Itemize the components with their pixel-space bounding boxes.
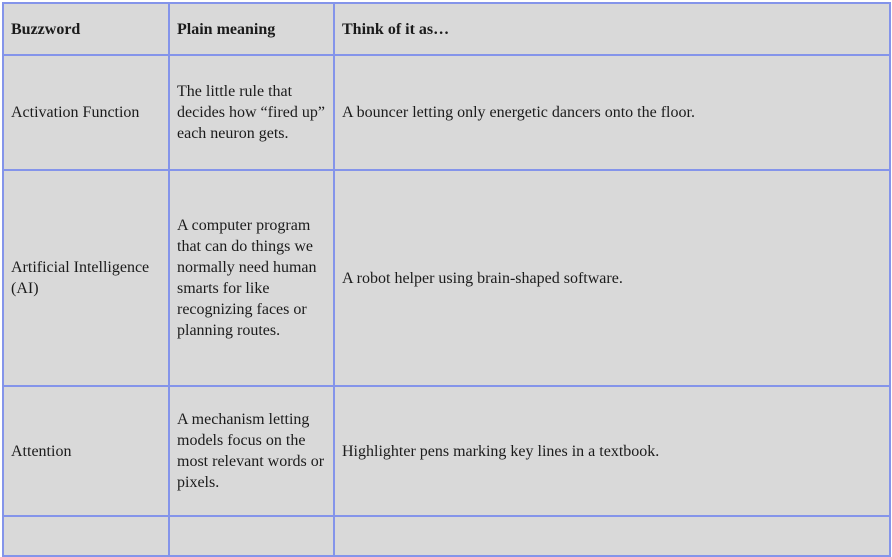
cell-plain-meaning: The little rule that decides how “fired up” each neuron gets.	[169, 55, 334, 170]
cell-buzzword: Attention	[3, 386, 169, 516]
cell-plain-meaning: A mechanism letting models focus on the most relevant words or pixels.	[169, 386, 334, 516]
table-row-partially-visible	[3, 516, 890, 556]
column-header-buzzword: Buzzword	[3, 3, 169, 55]
cell-think-of-it-as: A bouncer letting only energetic dancers onto the floor.	[334, 55, 890, 170]
cell-think-of-it-as: A robot helper using brain-shaped software.	[334, 170, 890, 386]
column-header-plain-meaning: Plain meaning	[169, 3, 334, 55]
column-header-think-of-it-as: Think of it as…	[334, 3, 890, 55]
cell-think-of-it-as	[334, 516, 890, 556]
table-row	[3, 386, 890, 516]
buzzword-glossary-table	[2, 2, 891, 557]
cell-think-of-it-as: Highlighter pens marking key lines in a textbook.	[334, 386, 890, 516]
cell-plain-meaning: A computer program that can do things we normally need human smarts for like recognizing faces or planning routes.	[169, 170, 334, 386]
cell-buzzword	[3, 516, 169, 556]
table-row	[3, 170, 890, 386]
cell-buzzword: Artificial Intelligence (AI)	[3, 170, 169, 386]
header-row	[3, 3, 890, 55]
cell-plain-meaning	[169, 516, 334, 556]
table-row	[3, 55, 890, 170]
cell-buzzword: Activation Function	[3, 55, 169, 170]
